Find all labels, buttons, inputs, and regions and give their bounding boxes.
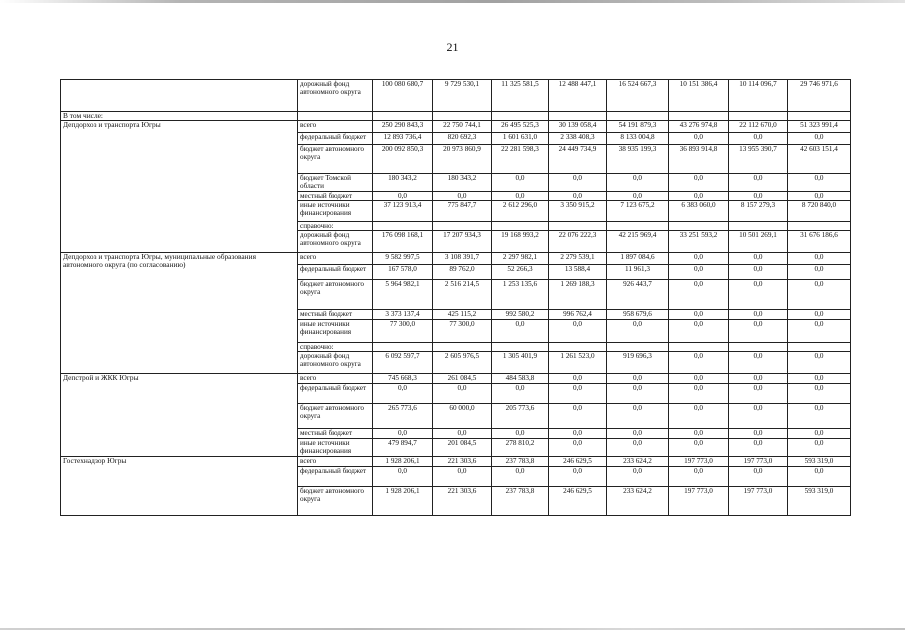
amount-cell: 0,0 [373, 429, 433, 439]
table-row [61, 121, 851, 133]
amount-cell: 0,0 [729, 429, 788, 439]
amount-cell: 996 762,4 [549, 310, 607, 320]
amount-cell: 77 300,0 [433, 320, 492, 343]
amount-cell: 0,0 [729, 467, 788, 487]
amount-cell: 0,0 [729, 310, 788, 320]
amount-cell: 2 338 408,3 [549, 133, 607, 145]
amount-cell: 24 449 734,9 [549, 145, 607, 174]
page-number: 21 [446, 40, 459, 54]
amount-cell: 8 720 840,0 [788, 201, 851, 222]
amount-cell: 0,0 [433, 192, 492, 201]
amount-cell: 20 973 860,9 [433, 145, 492, 174]
amount-cell: 52 266,3 [492, 265, 549, 280]
amount-cell: 593 319,0 [788, 457, 851, 467]
amount-cell [549, 222, 607, 231]
amount-cell [729, 343, 788, 352]
amount-cell: 5 964 982,1 [373, 280, 433, 310]
amount-cell: 221 303,6 [433, 487, 492, 516]
amount-cell: 2 279 539,1 [549, 253, 607, 265]
amount-cell: 29 746 971,6 [788, 80, 851, 112]
amount-cell [729, 222, 788, 231]
funding-source-cell: дорожный фонд автономного округа [298, 231, 373, 253]
amount-cell: 201 084,5 [433, 439, 492, 457]
amount-cell [788, 343, 851, 352]
amount-cell: 246 629,5 [549, 487, 607, 516]
amount-cell [492, 222, 549, 231]
amount-cell: 0,0 [433, 467, 492, 487]
amount-cell: 0,0 [607, 404, 669, 429]
amount-cell: 36 893 914,8 [669, 145, 729, 174]
amount-cell: 0,0 [788, 429, 851, 439]
amount-cell: 8 157 279,3 [729, 201, 788, 222]
amount-cell: 0,0 [492, 467, 549, 487]
amount-cell: 0,0 [549, 439, 607, 457]
amount-cell: 237 783,8 [492, 457, 549, 467]
amount-cell [788, 222, 851, 231]
table-row [61, 457, 851, 467]
amount-cell: 60 000,0 [433, 404, 492, 429]
funding-source-cell: иные источники финансирования [298, 320, 373, 343]
amount-cell [433, 112, 492, 121]
amount-cell: 0,0 [788, 467, 851, 487]
amount-cell: 0,0 [729, 253, 788, 265]
amount-cell: 100 080 680,7 [373, 80, 433, 112]
amount-cell: 22 076 222,3 [549, 231, 607, 253]
amount-cell: 0,0 [607, 374, 669, 384]
amount-cell: 30 139 058,4 [549, 121, 607, 133]
funding-source-cell: бюджет автономного округа [298, 404, 373, 429]
amount-cell: 51 323 991,4 [788, 121, 851, 133]
amount-cell [492, 112, 549, 121]
amount-cell: 1 253 135,6 [492, 280, 549, 310]
funding-source-cell: дорожный фонд автономного округа [298, 352, 373, 374]
amount-cell: 0,0 [492, 174, 549, 192]
amount-cell: 0,0 [669, 133, 729, 145]
amount-cell: 1 261 523,0 [549, 352, 607, 374]
amount-cell: 43 276 974,8 [669, 121, 729, 133]
funding-source-cell: федеральный бюджет [298, 384, 373, 404]
amount-cell [373, 222, 433, 231]
amount-cell: 0,0 [788, 374, 851, 384]
funding-source-cell: федеральный бюджет [298, 467, 373, 487]
amount-cell: 0,0 [549, 404, 607, 429]
amount-cell: 176 098 168,1 [373, 231, 433, 253]
amount-cell: 0,0 [669, 192, 729, 201]
amount-cell: 7 123 675,2 [607, 201, 669, 222]
budget-table [60, 79, 851, 516]
amount-cell: 9 582 997,5 [373, 253, 433, 265]
amount-cell: 2 612 296,0 [492, 201, 549, 222]
funding-source-cell: иные источники финансирования [298, 201, 373, 222]
org-name-cell: Гостехнадзор Югры [61, 457, 298, 516]
amount-cell: 1 928 206,1 [373, 487, 433, 516]
amount-cell: 0,0 [788, 352, 851, 374]
amount-cell: 0,0 [729, 280, 788, 310]
amount-cell: 1 601 631,0 [492, 133, 549, 145]
amount-cell: 0,0 [788, 192, 851, 201]
funding-source-cell [298, 112, 373, 121]
amount-cell [729, 112, 788, 121]
amount-cell: 0,0 [788, 310, 851, 320]
amount-cell: 54 191 879,3 [607, 121, 669, 133]
amount-cell: 820 692,3 [433, 133, 492, 145]
funding-source-cell: всего [298, 374, 373, 384]
amount-cell: 0,0 [607, 174, 669, 192]
amount-cell: 0,0 [549, 384, 607, 404]
amount-cell: 0,0 [669, 265, 729, 280]
amount-cell [669, 222, 729, 231]
funding-source-cell: бюджет автономного округа [298, 145, 373, 174]
amount-cell: 22 750 744,1 [433, 121, 492, 133]
amount-cell: 1 269 188,3 [549, 280, 607, 310]
amount-cell: 0,0 [669, 384, 729, 404]
org-name-cell [61, 80, 298, 112]
amount-cell: 1 305 401,9 [492, 352, 549, 374]
amount-cell: 0,0 [729, 192, 788, 201]
amount-cell: 2 605 976,5 [433, 352, 492, 374]
funding-source-cell: местный бюджет [298, 429, 373, 439]
amount-cell: 919 696,3 [607, 352, 669, 374]
amount-cell [433, 222, 492, 231]
amount-cell: 33 251 593,2 [669, 231, 729, 253]
amount-cell: 0,0 [669, 352, 729, 374]
amount-cell: 197 773,0 [729, 487, 788, 516]
amount-cell: 42 215 969,4 [607, 231, 669, 253]
amount-cell: 0,0 [607, 192, 669, 201]
amount-cell: 0,0 [549, 374, 607, 384]
amount-cell: 0,0 [669, 320, 729, 343]
amount-cell: 77 300,0 [373, 320, 433, 343]
amount-cell: 278 810,2 [492, 439, 549, 457]
funding-source-cell: бюджет автономного округа [298, 487, 373, 516]
amount-cell: 197 773,0 [669, 487, 729, 516]
amount-cell: 958 679,6 [607, 310, 669, 320]
amount-cell: 0,0 [492, 192, 549, 201]
funding-source-cell: федеральный бюджет [298, 133, 373, 145]
amount-cell: 0,0 [729, 374, 788, 384]
table-row [61, 253, 851, 265]
amount-cell: 0,0 [669, 429, 729, 439]
amount-cell: 26 495 525,3 [492, 121, 549, 133]
table-row [61, 80, 851, 112]
amount-cell [492, 343, 549, 352]
amount-cell: 17 207 934,3 [433, 231, 492, 253]
amount-cell: 0,0 [492, 384, 549, 404]
funding-source-cell: иные источники финансирования [298, 439, 373, 457]
funding-source-cell: местный бюджет [298, 192, 373, 201]
amount-cell: 593 319,0 [788, 487, 851, 516]
org-name-cell: Депстрой и ЖКК Югры [61, 374, 298, 457]
amount-cell: 0,0 [729, 384, 788, 404]
amount-cell: 10 501 269,1 [729, 231, 788, 253]
funding-source-cell: всего [298, 121, 373, 133]
amount-cell: 0,0 [373, 384, 433, 404]
amount-cell: 0,0 [788, 280, 851, 310]
amount-cell: 12 893 736,4 [373, 133, 433, 145]
amount-cell: 2 516 214,5 [433, 280, 492, 310]
amount-cell: 265 773,6 [373, 404, 433, 429]
amount-cell: 0,0 [788, 265, 851, 280]
amount-cell: 0,0 [729, 265, 788, 280]
amount-cell: 0,0 [549, 467, 607, 487]
amount-cell: 0,0 [729, 404, 788, 429]
amount-cell: 197 773,0 [729, 457, 788, 467]
amount-cell [607, 112, 669, 121]
amount-cell: 16 524 667,3 [607, 80, 669, 112]
amount-cell [549, 343, 607, 352]
amount-cell: 200 092 850,3 [373, 145, 433, 174]
amount-cell: 0,0 [549, 192, 607, 201]
amount-cell: 1 897 084,6 [607, 253, 669, 265]
amount-cell: 0,0 [549, 320, 607, 343]
amount-cell: 745 668,3 [373, 374, 433, 384]
amount-cell: 992 580,2 [492, 310, 549, 320]
org-name-cell: В том числе: [61, 112, 298, 121]
amount-cell: 38 935 199,3 [607, 145, 669, 174]
amount-cell: 6 383 060,0 [669, 201, 729, 222]
amount-cell: 0,0 [669, 310, 729, 320]
amount-cell: 0,0 [669, 253, 729, 265]
scan-edge-bottom [0, 628, 905, 630]
table-row [61, 112, 851, 121]
amount-cell: 2 297 982,1 [492, 253, 549, 265]
amount-cell: 0,0 [669, 174, 729, 192]
amount-cell: 0,0 [607, 384, 669, 404]
amount-cell: 0,0 [788, 253, 851, 265]
amount-cell: 221 303,6 [433, 457, 492, 467]
amount-cell: 31 676 186,6 [788, 231, 851, 253]
amount-cell: 19 168 993,2 [492, 231, 549, 253]
amount-cell: 205 773,6 [492, 404, 549, 429]
amount-cell: 11 325 581,5 [492, 80, 549, 112]
amount-cell: 9 729 530,1 [433, 80, 492, 112]
amount-cell: 0,0 [788, 320, 851, 343]
amount-cell: 37 123 913,4 [373, 201, 433, 222]
amount-cell [607, 343, 669, 352]
funding-source-cell: федеральный бюджет [298, 265, 373, 280]
amount-cell: 10 114 096,7 [729, 80, 788, 112]
amount-cell: 0,0 [729, 133, 788, 145]
amount-cell: 8 133 004,8 [607, 133, 669, 145]
amount-cell: 0,0 [729, 174, 788, 192]
amount-cell: 0,0 [729, 320, 788, 343]
amount-cell: 0,0 [607, 429, 669, 439]
amount-cell [373, 112, 433, 121]
amount-cell [373, 343, 433, 352]
scan-edge-top [0, 0, 905, 3]
amount-cell: 180 343,2 [373, 174, 433, 192]
amount-cell: 0,0 [492, 429, 549, 439]
amount-cell: 1 928 206,1 [373, 457, 433, 467]
table-row [61, 374, 851, 384]
amount-cell: 10 151 386,4 [669, 80, 729, 112]
amount-cell: 0,0 [669, 374, 729, 384]
amount-cell: 261 084,5 [433, 374, 492, 384]
amount-cell: 12 488 447,1 [549, 80, 607, 112]
amount-cell: 0,0 [607, 320, 669, 343]
org-name-cell: Депдорхоз и транспорта Югры, муниципальные образования автономного округа (по согласованию) [61, 253, 298, 374]
funding-source-cell: справочно: [298, 222, 373, 231]
amount-cell: 926 443,7 [607, 280, 669, 310]
amount-cell: 0,0 [373, 467, 433, 487]
funding-source-cell: всего [298, 457, 373, 467]
funding-source-cell: дорожный фонд автономного округа [298, 80, 373, 112]
amount-cell: 484 583,8 [492, 374, 549, 384]
amount-cell: 479 894,7 [373, 439, 433, 457]
amount-cell: 0,0 [788, 404, 851, 429]
amount-cell: 0,0 [669, 280, 729, 310]
amount-cell: 237 783,8 [492, 487, 549, 516]
amount-cell: 0,0 [433, 429, 492, 439]
amount-cell: 11 961,3 [607, 265, 669, 280]
amount-cell [607, 222, 669, 231]
funding-source-cell: всего [298, 253, 373, 265]
amount-cell: 42 603 151,4 [788, 145, 851, 174]
amount-cell [549, 112, 607, 121]
amount-cell: 233 624,2 [607, 487, 669, 516]
amount-cell: 0,0 [607, 467, 669, 487]
amount-cell: 0,0 [549, 174, 607, 192]
amount-cell: 180 343,2 [433, 174, 492, 192]
amount-cell: 250 290 843,3 [373, 121, 433, 133]
amount-cell: 3 350 915,2 [549, 201, 607, 222]
amount-cell: 246 629,5 [549, 457, 607, 467]
amount-cell [433, 343, 492, 352]
amount-cell: 3 373 137,4 [373, 310, 433, 320]
amount-cell: 233 624,2 [607, 457, 669, 467]
amount-cell: 22 281 598,3 [492, 145, 549, 174]
amount-cell: 0,0 [669, 467, 729, 487]
org-name-cell: Депдорхоз и транспорта Югры [61, 121, 298, 253]
amount-cell: 775 847,7 [433, 201, 492, 222]
amount-cell: 0,0 [788, 384, 851, 404]
funding-source-cell: бюджет автономного округа [298, 280, 373, 310]
amount-cell [669, 112, 729, 121]
amount-cell: 89 762,0 [433, 265, 492, 280]
amount-cell: 425 115,2 [433, 310, 492, 320]
amount-cell: 0,0 [669, 439, 729, 457]
amount-cell [669, 343, 729, 352]
amount-cell: 0,0 [549, 429, 607, 439]
amount-cell: 3 108 391,7 [433, 253, 492, 265]
amount-cell: 0,0 [788, 439, 851, 457]
amount-cell: 0,0 [669, 404, 729, 429]
funding-source-cell: справочно: [298, 343, 373, 352]
amount-cell [788, 112, 851, 121]
amount-cell: 0,0 [788, 174, 851, 192]
amount-cell: 0,0 [433, 384, 492, 404]
amount-cell: 0,0 [607, 439, 669, 457]
amount-cell: 0,0 [729, 352, 788, 374]
amount-cell: 22 112 670,0 [729, 121, 788, 133]
amount-cell: 0,0 [788, 133, 851, 145]
amount-cell: 167 578,0 [373, 265, 433, 280]
amount-cell: 0,0 [492, 320, 549, 343]
amount-cell: 13 588,4 [549, 265, 607, 280]
amount-cell: 197 773,0 [669, 457, 729, 467]
funding-source-cell: местный бюджет [298, 310, 373, 320]
amount-cell: 13 955 390,7 [729, 145, 788, 174]
amount-cell: 6 092 597,7 [373, 352, 433, 374]
amount-cell: 0,0 [729, 439, 788, 457]
amount-cell: 0,0 [373, 192, 433, 201]
funding-source-cell: бюджет Томской области [298, 174, 373, 192]
